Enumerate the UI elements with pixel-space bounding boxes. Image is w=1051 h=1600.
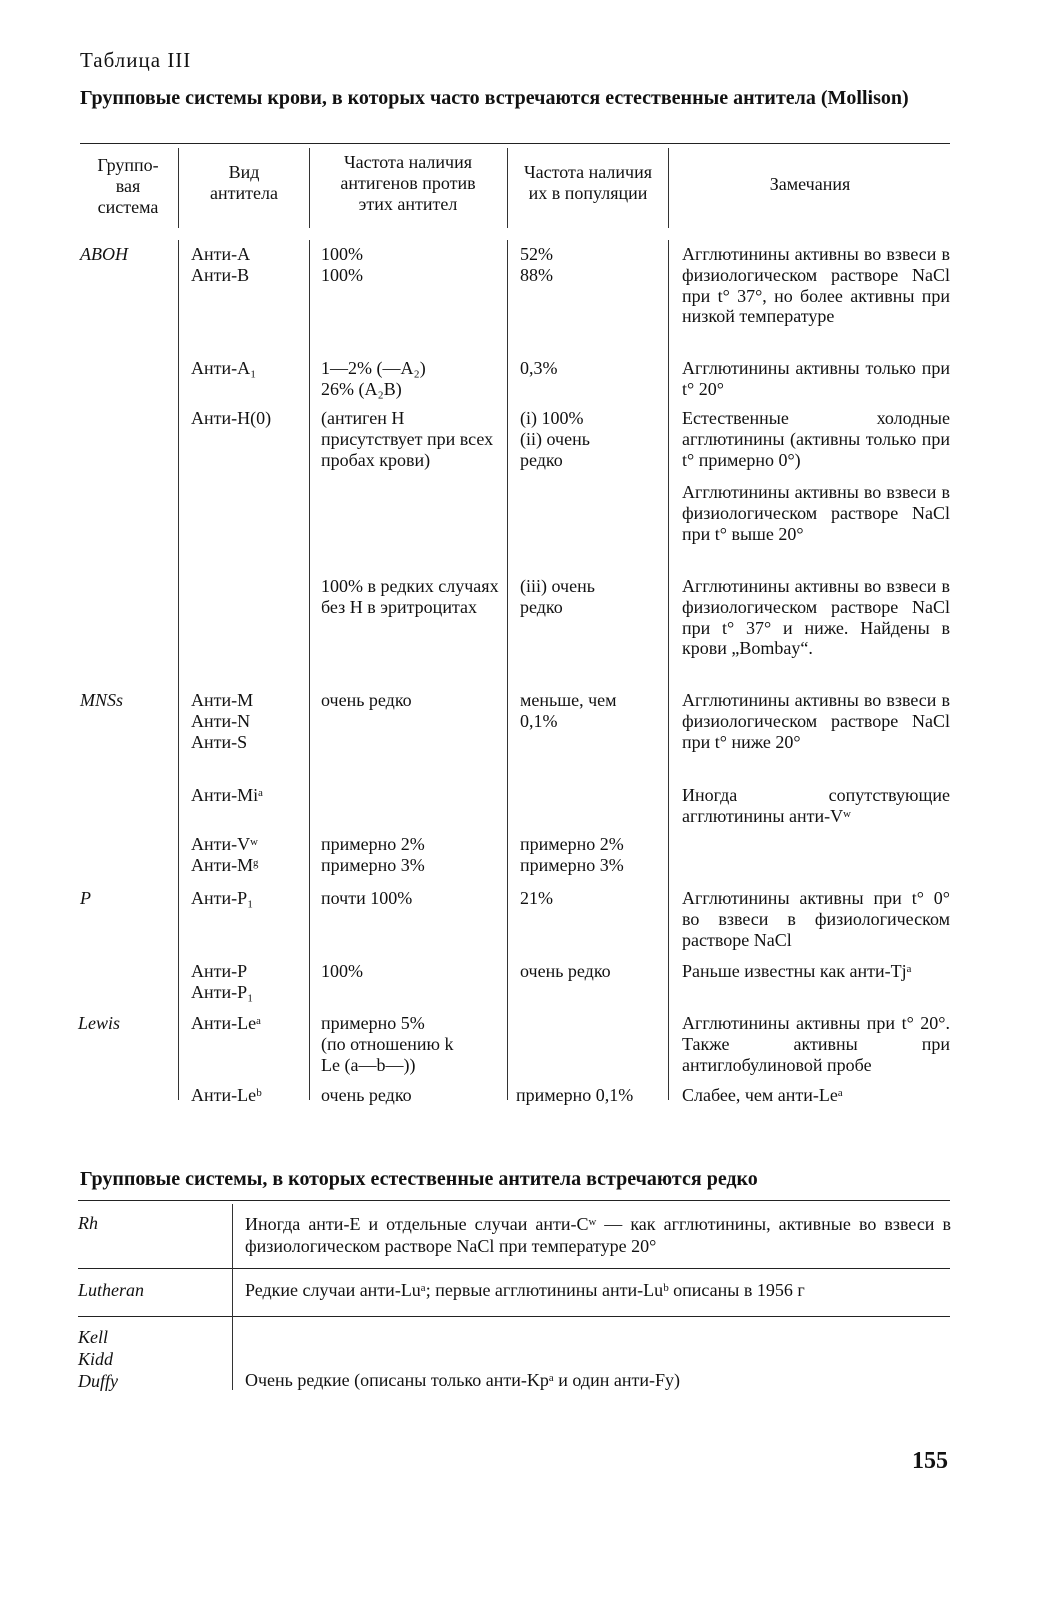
column-header-antibody: Вид антитела xyxy=(210,162,278,203)
rare-row-remark: Редкие случаи анти-Luᵃ; первые агглютинины анти-Luᵇ описаны в 1956 г xyxy=(245,1280,805,1300)
column-divider xyxy=(178,240,179,1100)
table-row-antibody: Анти-Р Анти-Р₁ xyxy=(191,961,254,1002)
table-row-population-frequency: меньше, чем 0,1% xyxy=(520,690,617,731)
column-divider xyxy=(178,148,179,228)
table-row-remark: Естественные холодные агглютинины (активны только при t° примерно 0°) xyxy=(682,408,950,470)
table-row-antigen-frequency: почти 100% xyxy=(321,888,413,908)
rare-table-divider xyxy=(232,1204,233,1390)
table-row-population-frequency: очень редко xyxy=(520,961,611,981)
table-row-antigen-frequency: (антиген Н присутствует при всех пробах крови) xyxy=(321,408,494,470)
rare-table-row-rule xyxy=(78,1316,950,1317)
table-row-remark: Агглютинины активны при t° 0° во взвеси в физиологическом растворе NaCl xyxy=(682,888,950,950)
rare-table-title: Групповые системы, в которых естественные антитела встречаются редко xyxy=(80,1168,758,1190)
column-header-system: Группо- вая система xyxy=(97,155,159,217)
column-header-remarks: Замечания xyxy=(769,174,851,194)
table-top-rule xyxy=(80,143,950,144)
table-row-remark: Слабее, чем анти-Leᵃ xyxy=(682,1085,843,1105)
table-row-population-frequency: (i) 100% (ii) очень редко xyxy=(520,408,590,470)
table-row-system: Lewis xyxy=(78,1013,121,1033)
table-label: Таблица III xyxy=(80,48,192,72)
rare-row-remark: Иногда анти-Е и отдельные случаи анти-Cʷ — как агглютинины, активные во взвеси в физиологическом растворе NaCl при температуре 20° xyxy=(245,1214,951,1256)
column-divider xyxy=(668,240,669,1100)
column-divider xyxy=(668,148,669,228)
table-row-population-frequency: (iii) очень редко xyxy=(520,576,595,617)
table-row-remark: Агглютинины активны при t° 20°. Также активны при антиглобулиновой пробе xyxy=(682,1013,950,1075)
table-row-remark: Агглютинины активны во взвеси в физиологическом растворе NaCl при t° 37° и ниже. Найдены в крови „Bombay“. xyxy=(682,576,950,659)
table-row-antigen-frequency: очень редко xyxy=(321,1085,412,1105)
column-divider xyxy=(507,240,508,1100)
table-row-antibody: Анти-Miᵃ xyxy=(191,785,264,805)
table-row-antibody: Анти-Н(0) xyxy=(191,408,272,428)
table-row-antibody: Анти-Р₁ xyxy=(191,888,254,908)
table-row-antibody: Анти-Leᵃ xyxy=(191,1013,262,1033)
table-row-population-frequency: 52% 88% xyxy=(520,244,553,285)
table-row-remark: Агглютинины активны только при t° 20° xyxy=(682,358,950,399)
table-row-remark: Раньше известны как анти-Tjᵃ xyxy=(682,961,912,981)
rare-row-remark: Очень редкие (описаны только анти-Kpᵃ и один анти-Fy) xyxy=(245,1370,680,1390)
rare-row-system: Rh xyxy=(78,1213,98,1233)
table-row-remark: Иногда сопутствующие агглютинины анти-Vʷ xyxy=(682,785,950,826)
table-row-antigen-frequency: 1—2% (—А₂) 26% (А₂В) xyxy=(321,358,426,399)
table-row-system: MNSs xyxy=(80,690,124,710)
table-row-antigen-frequency: 100% в редких случаях без Н в эритроцитах xyxy=(321,576,499,617)
table-row-antibody: Анти-М Анти-N Анти-S xyxy=(191,690,254,752)
table-row-system: ABOH xyxy=(80,244,128,264)
table-row-population-frequency: 21% xyxy=(520,888,553,908)
table-row-population-frequency: примерно 2% примерно 3% xyxy=(520,834,624,875)
rare-table-top-rule xyxy=(78,1200,950,1201)
table-row-antigen-frequency: 100% xyxy=(321,961,363,981)
table-row-remark: Агглютинины активны во взвеси в физиологическом растворе NaCl при t° выше 20° xyxy=(682,482,950,544)
page-number: 155 xyxy=(912,1448,948,1474)
table-row-antibody: Анти-Leᵇ xyxy=(191,1085,262,1105)
table-row-population-frequency: примерно 0,1% xyxy=(516,1085,634,1105)
table-row-antibody: Анти-А Анти-В xyxy=(191,244,251,285)
table-row-antigen-frequency: очень редко xyxy=(321,690,412,710)
table-row-antibody: Анти-А₁ xyxy=(191,358,257,378)
table-row-remark: Агглютинины активны во взвеси в физиологическом растворе NaCl при t° 37°, но более активны при низкой температуре xyxy=(682,244,950,327)
rare-table-row-rule xyxy=(78,1268,950,1269)
table-row-antigen-frequency: примерно 5% (по отношению k Le (a—b—)) xyxy=(321,1013,454,1075)
rare-row-system: Kell Kidd Duffy xyxy=(78,1327,118,1391)
column-header-antigen-frequency: Частота наличия антигенов против этих антител xyxy=(340,152,476,214)
table-row-antigen-frequency: примерно 2% примерно 3% xyxy=(321,834,425,875)
table-row-antibody: Анти-Vʷ Анти-Mᵍ xyxy=(191,834,259,875)
column-header-population-frequency: Частота наличия их в популяции xyxy=(523,162,652,203)
table-row-remark: Агглютинины активны во взвеси в физиологическом растворе NaCl при t° ниже 20° xyxy=(682,690,950,752)
table-row-population-frequency: 0,3% xyxy=(520,358,558,378)
rare-row-system: Lutheran xyxy=(78,1280,145,1300)
table-row-system: P xyxy=(80,888,91,908)
column-divider xyxy=(309,240,310,1100)
table-row-antigen-frequency: 100% 100% xyxy=(321,244,363,285)
table-title: Групповые системы крови, в которых часто встречаются естественные антитела (Mollison) xyxy=(80,87,909,109)
